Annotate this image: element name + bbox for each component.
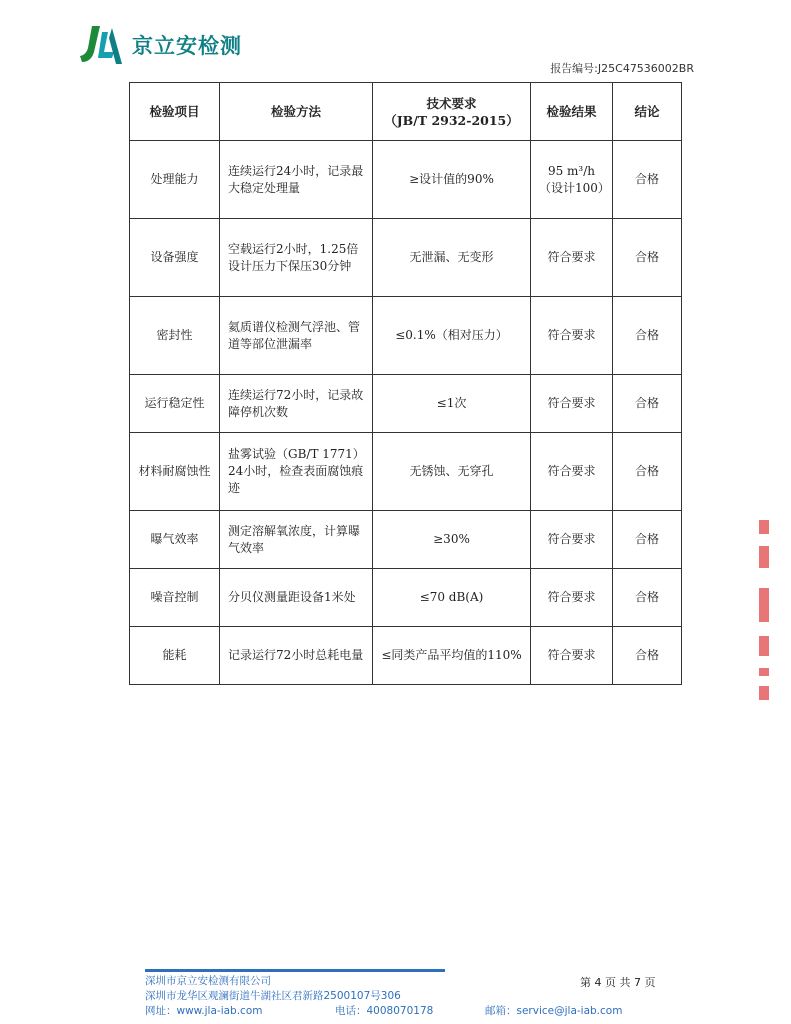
cell-conclusion: 合格 — [613, 433, 682, 511]
footer-website[interactable]: 网址：www.jla-iab.com — [145, 1005, 263, 1017]
header-requirement-standard: （JB/T 2932-2015） — [384, 112, 519, 128]
cell-requirement: 无锈蚀、无穿孔 — [373, 433, 531, 511]
table-row — [130, 627, 682, 685]
cell-item: 运行稳定性 — [130, 375, 220, 433]
cell-result: 95 m³/h（设计100） — [531, 141, 613, 219]
footer-company: 深圳市京立安检测有限公司 — [145, 975, 271, 987]
cell-result: 符合要求 — [531, 511, 613, 569]
cell-conclusion: 合格 — [613, 141, 682, 219]
cell-item: 密封性 — [130, 297, 220, 375]
footer-phone: 电话：4008070178 — [335, 1005, 434, 1017]
cell-requirement: ≤70 dB(A) — [373, 569, 531, 627]
header-conclusion: 结论 — [613, 83, 682, 141]
header-method: 检验方法 — [220, 83, 373, 141]
cell-method: 盐雾试验（GB/T 1771）24小时，检查表面腐蚀痕迹 — [220, 433, 373, 511]
cell-method: 测定溶解氧浓度，计算曝气效率 — [220, 511, 373, 569]
footer-email[interactable]: 邮箱：service@jla-iab.com — [485, 1005, 623, 1017]
logo-text: 京立安检测 — [132, 34, 242, 58]
cell-item: 设备强度 — [130, 219, 220, 297]
cell-requirement: ≥设计值的90% — [373, 141, 531, 219]
table-row — [130, 511, 682, 569]
cell-requirement: ≤同类产品平均值的110% — [373, 627, 531, 685]
header-result: 检验结果 — [531, 83, 613, 141]
cell-result: 符合要求 — [531, 219, 613, 297]
cell-result: 符合要求 — [531, 627, 613, 685]
cell-method: 空载运行2小时，1.25倍设计压力下保压30分钟 — [220, 219, 373, 297]
footer-divider — [145, 969, 445, 972]
table-row — [130, 433, 682, 511]
table-row — [130, 375, 682, 433]
cell-method: 记录运行72小时总耗电量 — [220, 627, 373, 685]
table-row — [130, 141, 682, 219]
cell-item: 噪音控制 — [130, 569, 220, 627]
table-row — [130, 297, 682, 375]
cell-result: 符合要求 — [531, 297, 613, 375]
cell-result: 符合要求 — [531, 433, 613, 511]
jla-logo-icon — [78, 22, 126, 68]
cell-requirement: ≥30% — [373, 511, 531, 569]
footer-address: 深圳市龙华区观澜街道牛湖社区君新路2500107号306 — [145, 990, 401, 1002]
page-number: 第 4 页 共 7 页 — [580, 976, 656, 989]
cell-conclusion: 合格 — [613, 627, 682, 685]
cell-result: 符合要求 — [531, 569, 613, 627]
cell-conclusion: 合格 — [613, 375, 682, 433]
cell-result: 符合要求 — [531, 375, 613, 433]
cell-conclusion: 合格 — [613, 219, 682, 297]
header-requirement — [373, 83, 531, 141]
company-logo — [78, 22, 242, 68]
cell-conclusion: 合格 — [613, 511, 682, 569]
cell-conclusion: 合格 — [613, 569, 682, 627]
cell-item: 材料耐腐蚀性 — [130, 433, 220, 511]
report-number: 报告编号:J25C47536002BR — [550, 62, 694, 75]
cell-requirement: 无泄漏、无变形 — [373, 219, 531, 297]
cell-item: 曝气效率 — [130, 511, 220, 569]
cell-requirement: ≤1次 — [373, 375, 531, 433]
cell-method: 氦质谱仪检测气浮池、管道等部位泄漏率 — [220, 297, 373, 375]
header-item: 检验项目 — [130, 83, 220, 141]
cell-method: 连续运行24小时，记录最大稳定处理量 — [220, 141, 373, 219]
cell-requirement: ≤0.1%（相对压力） — [373, 297, 531, 375]
table-row — [130, 569, 682, 627]
table-row — [130, 219, 682, 297]
seal-stamp-edge — [759, 520, 773, 700]
cell-item: 处理能力 — [130, 141, 220, 219]
table-header-row — [130, 83, 682, 141]
cell-item: 能耗 — [130, 627, 220, 685]
cell-method: 连续运行72小时，记录故障停机次数 — [220, 375, 373, 433]
footer — [145, 974, 622, 1019]
inspection-table — [129, 82, 682, 685]
cell-method: 分贝仪测量距设备1米处 — [220, 569, 373, 627]
footer-contacts — [145, 1004, 622, 1019]
cell-conclusion: 合格 — [613, 297, 682, 375]
header-requirement-title: 技术要求 — [426, 95, 477, 111]
